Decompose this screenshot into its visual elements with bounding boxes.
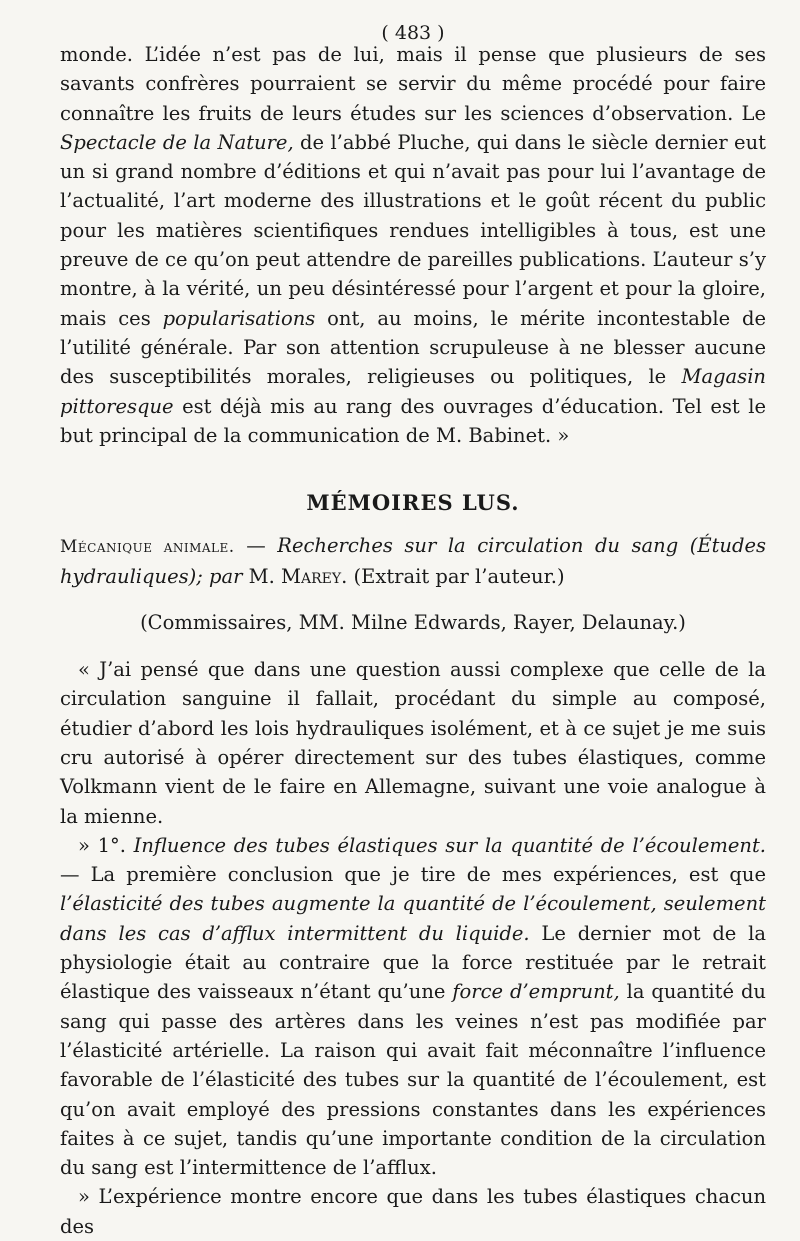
paragraph-pluche [60,40,766,450]
heading-dash: — [234,534,278,558]
italic-term-force: force d’emprunt, [452,980,620,1004]
page-number: ( 483 ) [381,22,445,44]
heading-title: Recherches sur la circulation du sang (Études hydrauliques); par [60,534,766,589]
paragraph-continuation: » L’expérience montre encore que dans les tubes élastiques chacun des [60,1185,766,1238]
commissioners-line: (Commissaires, MM. Milne Edwards, Rayer, Delaunay.) [140,610,686,634]
author-prefix: M. [242,565,281,589]
heading-suffix: . (Extrait par l’auteur.) [341,565,565,589]
section-heading [60,531,766,592]
paragraph-text: la quantité du sang qui passe des artères dans les veines n’est pas modifiée par l’élasticité artérielle. La raison qui avait fait méconnaître l’influence favorable de l’élasticité des tubes sur la quantité de l’écoulement, est qu’on avait employé des pressions constantes dans les expériences faites à ce sujet, tandis qu’une importante condition de la circulation du sang est l’intermittence de l’afflux. [60,980,766,1180]
italic-subtitle: Influence des tubes élastiques sur la quantité de l’écoulement. [133,833,766,857]
italic-title-spectacle: Spectacle de la Nature, [60,130,294,154]
paragraph-text: Le dernier mot de la physiologie était au contraire que la force restituée par le retrait élastique des vaisseaux n’étant qu’une [60,921,766,1004]
section-label: Mécanique animale. [60,537,235,558]
italic-term-popularisations: popularisations [162,306,316,330]
paragraph-text: — La première conclusion que je tire de mes expériences, est que [60,863,766,887]
section-title: MÉMOIRES LUS. [306,490,520,516]
italic-conclusion: l’élasticité des tubes augmente la quantité de l’écoulement, seulement dans les cas d’afflux intermittent du liquide. [60,892,766,945]
paragraph-text: monde. L’idée n’est pas de lui, mais il pense que plusieurs de ses savants confrères pourraient se servir du même procédé pour faire connaître les fruits de leurs études sur les sciences d’observation. Le [60,43,766,125]
paragraph-intro: « J’ai pensé que dans une question aussi complexe que celle de la circulation sanguine il fallait, procédant du simple au composé, étudier d’abord les lois hydrauliques isolément, et à ce sujet je me suis cru autorisé à opérer directement sur des tubes élastiques, comme Volkmann vient de le faire en Allemagne, suivant une voie analogue à la mienne. [60,658,766,828]
italic-title-magasin: Magasin pittoresque [60,365,766,418]
paragraph-text: » 1°. [78,833,134,857]
paragraph-text: de l’abbé Pluche, qui dans le siècle dernier eut un si grand nombre d’éditions et qui n’avait pas pour lui l’avantage de l’actualité, l’art moderne des illustrations et le goût récent du public pour les matières scientifiques rendues intelligibles à tous, est une preuve de ce qu’on peut attendre de pareilles publications. L’auteur s’y montre, à la vérité, un peu désintéressé pour l’argent et pour la gloire, mais ces [60,130,766,330]
author-name: Marey [281,565,342,589]
paragraph-text: ont, au moins, le mérite incontestable de l’utilité générale. Par son attention scrupuleuse à ne blesser aucune des susceptibilités morales, religieuses ou politiques, le [60,306,766,389]
paragraph-influence [60,831,766,1183]
paragraph-text: est déjà mis au rang des ouvrages d’éducation. Tel est le but principal de la communication de M. Babinet. » [60,394,766,447]
